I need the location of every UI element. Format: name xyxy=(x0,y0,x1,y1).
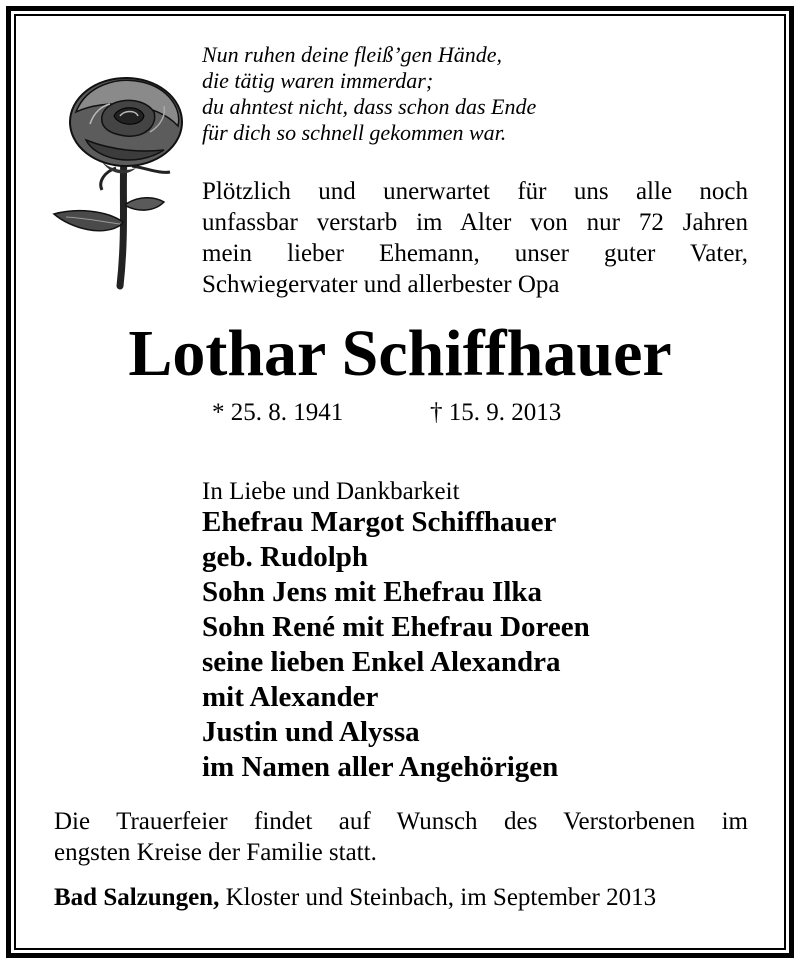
mourner-line: Sohn Jens mit Ehefrau Ilka xyxy=(202,576,543,608)
poem-line: für dich so schnell gekommen war. xyxy=(202,120,507,145)
announcement-line: unfassbar verstarb im Alter von nur 72 Jahren xyxy=(202,209,748,236)
mourner-line: im Namen aller Angehörigen xyxy=(202,751,559,783)
funeral-notice xyxy=(54,806,748,868)
mourner-line: Justin und Alyssa xyxy=(202,716,420,748)
announcement-line: mein lieber Ehemann, unser guter Vater, xyxy=(202,240,748,267)
place-date-line xyxy=(54,882,748,913)
funeral-notice-line: engsten Kreise der Familie statt. xyxy=(54,839,377,866)
poem-line: Nun ruhen deine fleiß’gen Hände, xyxy=(202,42,502,67)
deceased-name: Lothar Schiffhauer xyxy=(128,317,672,390)
mourner-line: geb. Rudolph xyxy=(202,541,369,573)
birth-date: * 25. 8. 1941 xyxy=(212,399,344,426)
death-date: † 15. 9. 2013 xyxy=(430,399,562,426)
announcement-line: Schwiegervater und allerbester Opa xyxy=(202,271,560,298)
poem-line: die tätig waren immerdar; xyxy=(202,68,434,93)
place-city: Bad Salzungen, xyxy=(54,884,220,911)
funeral-notice-line: Die Trauerfeier findet auf Wunsch des Verstorbenen im xyxy=(54,808,748,835)
announcement-line: Plötzlich und unerwartet für uns alle noch xyxy=(202,178,748,205)
mourner-line: mit Alexander xyxy=(202,681,379,713)
place-rest: Kloster und Steinbach, im September 2013 xyxy=(219,884,657,911)
mourner-line: Ehefrau Margot Schiffhauer xyxy=(202,506,557,538)
poem-line: du ahntest nicht, dass schon das Ende xyxy=(202,94,537,119)
mourner-line: seine lieben Enkel Alexandra xyxy=(202,646,561,678)
rose-icon xyxy=(46,72,196,294)
mourner-line: Sohn René mit Ehefrau Doreen xyxy=(202,611,590,643)
announcement-text xyxy=(202,176,748,300)
mourners-heading: In Liebe und Dankbarkeit xyxy=(202,478,460,505)
